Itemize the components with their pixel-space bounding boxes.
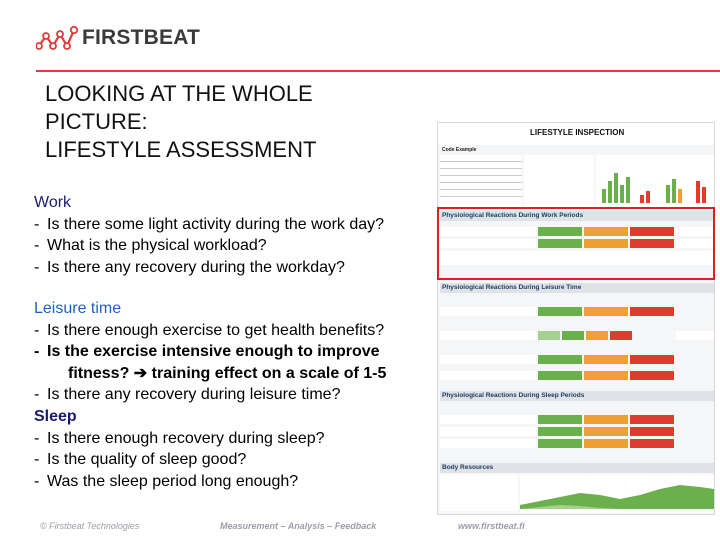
report-row bbox=[440, 371, 714, 380]
brand-name: FIRSTBEAT bbox=[82, 26, 201, 49]
title-line: PICTURE: bbox=[45, 109, 148, 134]
logo-mark-icon bbox=[36, 20, 80, 56]
title-line: LIFESTYLE ASSESSMENT bbox=[45, 137, 317, 162]
work-item: - Is there any recovery during the workday? bbox=[34, 258, 345, 276]
work-item: - Is there some light activity during the work day? bbox=[34, 215, 385, 233]
leisure-heading: Leisure time bbox=[34, 300, 122, 317]
work-item: - What is the physical workload? bbox=[34, 237, 267, 255]
report-section-body-resources: Body Resources bbox=[440, 463, 714, 473]
report-section-leisure: Physiological Reactions During Leisure Time bbox=[440, 283, 714, 293]
report-header bbox=[438, 123, 715, 145]
report-section-sleep: Physiological Reactions During Sleep Periods bbox=[440, 391, 714, 401]
report-title: LIFESTYLE INSPECTION bbox=[530, 128, 625, 137]
report-row bbox=[440, 415, 714, 424]
leisure-item: - Is there enough exercise to get health benefits? bbox=[34, 321, 385, 339]
header-divider bbox=[36, 70, 720, 72]
report-daily-chart bbox=[596, 155, 714, 209]
report-measurement-info bbox=[524, 155, 594, 207]
leisure-item-continued: fitness? ➔ training effect on a scale of 1-5 bbox=[68, 364, 387, 382]
leisure-section bbox=[34, 298, 386, 492]
footer-tagline: Measurement – Analysis – Feedback bbox=[220, 521, 377, 531]
report-row bbox=[440, 331, 714, 340]
report-row bbox=[440, 307, 714, 316]
leisure-item: - Is there any recovery during leisure time? bbox=[34, 386, 341, 404]
firstbeat-logo bbox=[36, 20, 201, 56]
title-line: LOOKING AT THE WHOLE bbox=[45, 81, 313, 106]
sleep-item: - Is there enough recovery during sleep? bbox=[34, 429, 325, 447]
report-row bbox=[440, 439, 714, 448]
report-client: Code Example bbox=[442, 147, 477, 153]
lifestyle-report-thumbnail bbox=[437, 122, 715, 515]
report-row bbox=[440, 427, 714, 436]
footer-website[interactable]: www.firstbeat.fi bbox=[458, 521, 525, 531]
slide-title bbox=[45, 80, 316, 164]
footer-copyright: © Firstbeat Technologies bbox=[40, 521, 140, 531]
report-stats-table bbox=[440, 155, 522, 207]
sleep-heading: Sleep bbox=[34, 407, 77, 425]
work-heading: Work bbox=[34, 194, 72, 211]
sleep-item: - Is the quality of sleep good? bbox=[34, 451, 247, 469]
leisure-item: - Is the exercise intensive enough to improve bbox=[34, 343, 380, 361]
report-section-work: Physiological Reactions During Work Periods bbox=[440, 211, 714, 221]
work-section bbox=[34, 192, 384, 278]
sleep-item: - Was the sleep period long enough? bbox=[34, 472, 299, 490]
report-row bbox=[440, 355, 714, 364]
work-periods-highlight bbox=[437, 207, 715, 280]
report-body-resources-text bbox=[440, 475, 518, 511]
report-body-resources-chart bbox=[520, 475, 714, 513]
